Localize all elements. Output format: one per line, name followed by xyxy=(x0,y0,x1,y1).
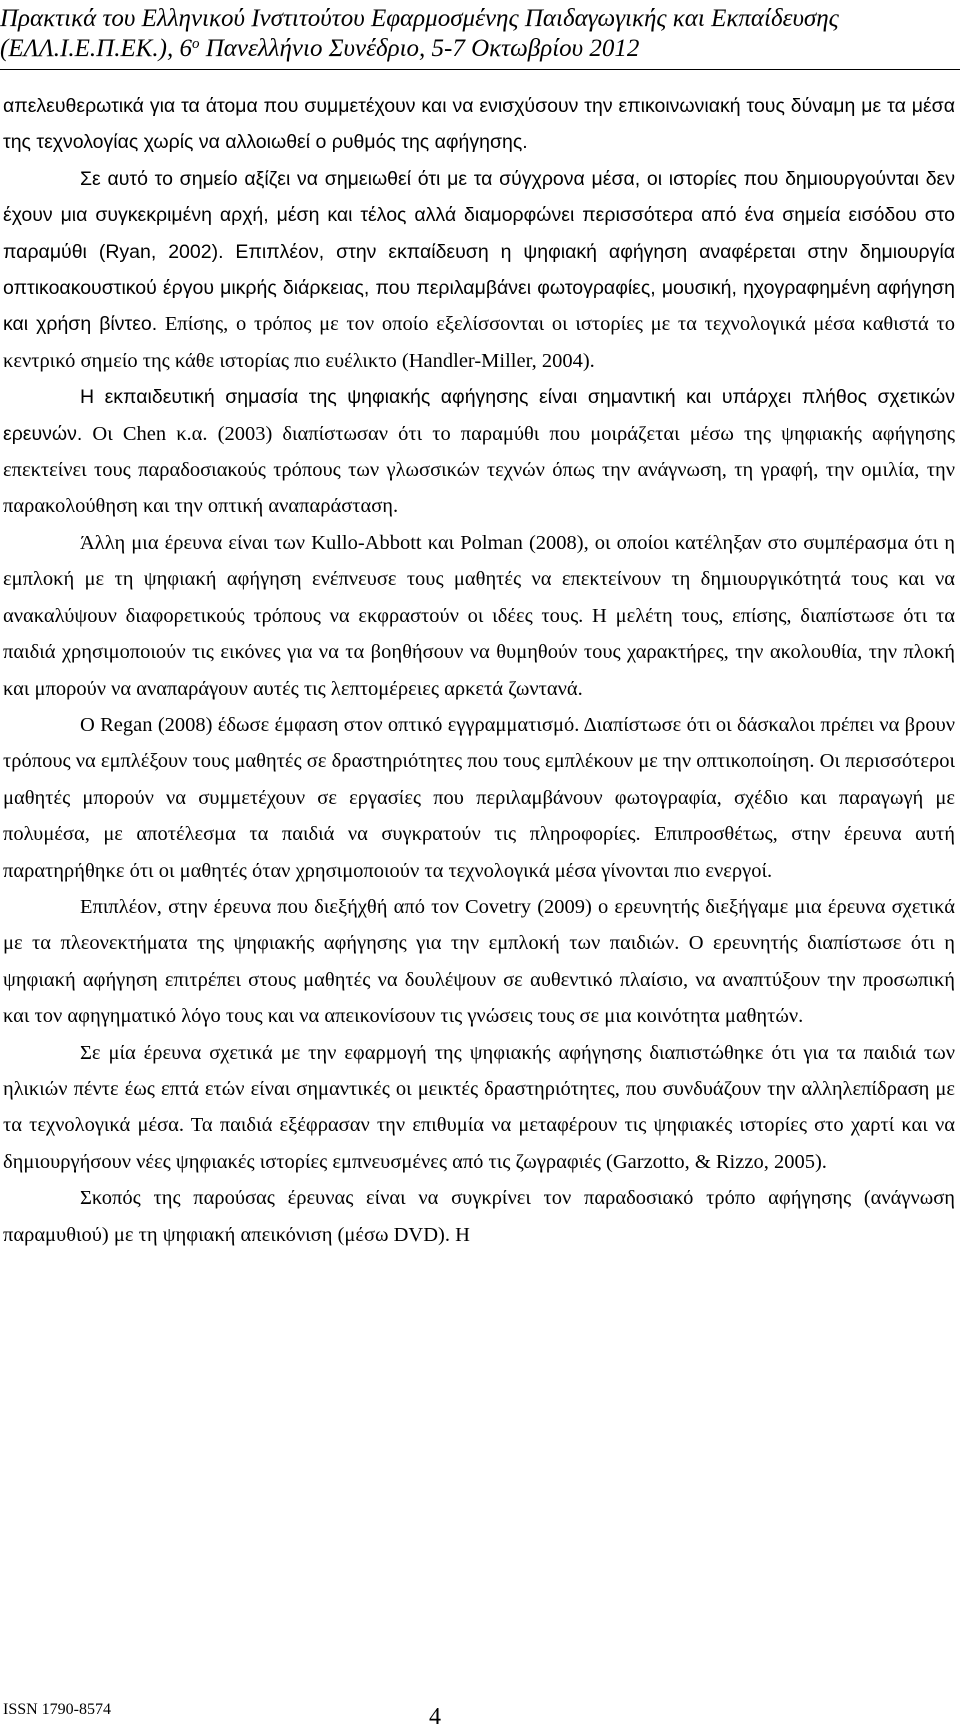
paragraph-8-text: Σκοπός της παρούσας έρευνας είναι να συγκρίνει τον παραδοσιακό τρόπο αφήγησης (ανάγνωση παραμυθιού) με τη ψηφιακή απεικόνιση (μέσω DVD). Η xyxy=(3,1187,955,1246)
paragraph-2-text-b: Επίσης, ο τρόπος με τον οποίο εξελίσσονται οι ιστορίες με τα τεχνολογικά μέσα καθιστά το κεντρικό σημείο της κάθε ιστορίας πιο ευέλικτο (Handler-Miller, 2004). xyxy=(3,313,956,372)
paragraph-7-text: Σε μία έρευνα σχετικά με την εφαρμογή της ψηφιακής αφήγησης διαπιστώθηκε ότι για τα παιδιά των ηλικιών πέντε έως επτά ετών είναι σημαντικές οι μεικτές δραστηριότητες, που συνδυάζουν την αλληλεπίδραση με τα τεχνολογικά μέσα. Τα παιδιά εξέφρασαν την επιθυμία να μεταφέρουν τις ψηφιακές ιστορίες στο χαρτί και να δημιουργήσουν νέες ψηφιακές ιστορίες εμπνευσμένες από τις ζωγραφιές (Garzotto, & Rizzo, 2005). xyxy=(3,1041,955,1173)
body-text xyxy=(3,88,955,1253)
paragraph-1-text: απελευθερωτικά για τα άτομα που συμμετέχουν και να ενισχύσουν την επικοινωνιακή τους δύναμη με τα μέσα της τεχνολογίας χωρίς να αλλοιωθεί ο ρυθμός της αφήγησης. xyxy=(3,95,955,154)
header-line-2 xyxy=(0,34,960,64)
header-ordinal-superscript: ο xyxy=(191,36,200,52)
paragraph-5-text: Ο Regan (2008) έδωσε έμφαση στον οπτικό εγγραμματισμό. Διαπίστωσε ότι οι δάσκαλοι πρέπει να βρουν τρόπους να εμπλέξουν τους μαθητές σε δραστηριότητες που τους εμπλέκουν με την οπτικοποίηση. Οι περισσότεροι μαθητές μπορούν να συμμετέχουν σε εργασίες που περιλαμβάνουν φωτογραφία, σχέδιο και παραγωγή με πολυμέσα, με αποτέλεσμα τα παιδιά να συγκρατούν τις πληροφορίες. Επιπροσθέτως, στην έρευνα αυτή παρατηρήθηκε ότι οι μαθητές όταν χρησιμοποιούν τα τεχνολογικά μέσα γίνονται πιο ενεργοί. xyxy=(3,713,955,882)
paragraph-5 xyxy=(3,707,955,889)
paragraph-3 xyxy=(3,379,955,525)
paragraph-8 xyxy=(3,1180,955,1253)
page-header xyxy=(0,4,960,64)
paragraph-6 xyxy=(3,889,955,1035)
paragraph-7 xyxy=(3,1035,955,1181)
header-line-2-start: (ΕΛΛ.Ι.Ε.Π.ΕΚ.), 6 xyxy=(0,35,192,62)
footer-issn: ISSN 1790-8574 xyxy=(3,1701,112,1718)
paragraph-1 xyxy=(3,88,955,161)
paragraph-6-text: Επιπλέον, στην έρευνα που διεξήχθή από τον Covetry (2009) ο ερευνητής διεξήγαμε μια έρευνα σχετικά με τα πλεονεκτήματα της ψηφιακής αφήγησης για την εμπλοκή των παιδιών. Ο ερευνητής διαπίστωσε ότι η ψηφιακή αφήγηση επιτρέπει στους μαθητές να δουλέψουν σε αυθεντικό πλαίσιο, να αναπτύξουν την προσωπική και τον αφηγηματικό λόγο τους και να απεικονίσουν τις γνώσεις τους σε μια κοινότητα μαθητών. xyxy=(3,895,955,1028)
header-line-2-end: Πανελλήνιο Συνέδριο, 5-7 Οκτωβρίου 2012 xyxy=(199,35,640,62)
paragraph-3-text-b: Οι Chen κ.α. (2003) διαπίστωσαν ότι το παραμύθι που μοιράζεται μέσω της ψηφιακής αφήγησης επεκτείνει τους παραδοσιακούς τρόπους των γλωσσικών τεχνών όπως την ανάγνωση, τη γραφή, την ομιλία, την παρακολούθηση και την οπτική αναπαράσταση. xyxy=(3,422,955,518)
paragraph-3-text-a: Η εκπαιδευτική σημασία της ψηφιακής αφήγησης είναι σημαντική και υπάρχει πλήθος σχετικών ερευνών. xyxy=(3,386,955,445)
header-divider xyxy=(0,69,960,70)
paragraph-4 xyxy=(3,525,955,707)
paragraph-2 xyxy=(3,161,955,379)
paragraph-4-text: Άλλη μια έρευνα είναι των Kullo-Abbott και Polman (2008), οι οποίοι κατέληξαν στο συμπέρασμα ότι η εμπλοκή με τη ψηφιακή αφήγηση ενέπνευσε τους μαθητές να επεκτείνουν τη δημιουργικότητά τους και να ανακαλύψουν διαφορετικούς τρόπους να εκφραστούν οι ιδέες τους. Η μελέτη τους, επίσης, διαπίστωσε ότι τα παιδιά χρησιμοποιούν τις εικόνες για να τα βοηθήσουν να θυμηθούν τους χαρακτήρες, την ακολουθία, την πλοκή και μπορούν να αναπαράγουν αυτές τις λεπτομέρειες αρκετά ζωντανά. xyxy=(3,531,955,700)
page-number: 4 xyxy=(429,1704,441,1730)
header-line-1: Πρακτικά του Ελληνικού Ινστιτούτου Εφαρμοσμένης Παιδαγωγικής και Εκπαίδευσης xyxy=(0,5,839,32)
paragraph-2-text-a: Σε αυτό το σημείο αξίζει να σημειωθεί ότι με τα σύγχρονα μέσα, οι ιστορίες που δημιουργούνται δεν έχουν μια συγκεκριμένη αρχή, μέση και τέλος αλλά διαμορφώνει περισσότερα από ένα σημεία εισόδου στο παραμύθι (Ryan, 2002). Επιπλέον, στην εκπαίδευση η ψηφιακή αφήγηση αναφέρεται στην δημιουργία οπτικοακουστικού έργου μικρής διάρκειας, που περιλαμβάνει φωτογραφίες, μουσική, ηχογραφημένη αφήγηση και χρήση βίντεο. xyxy=(3,167,955,336)
